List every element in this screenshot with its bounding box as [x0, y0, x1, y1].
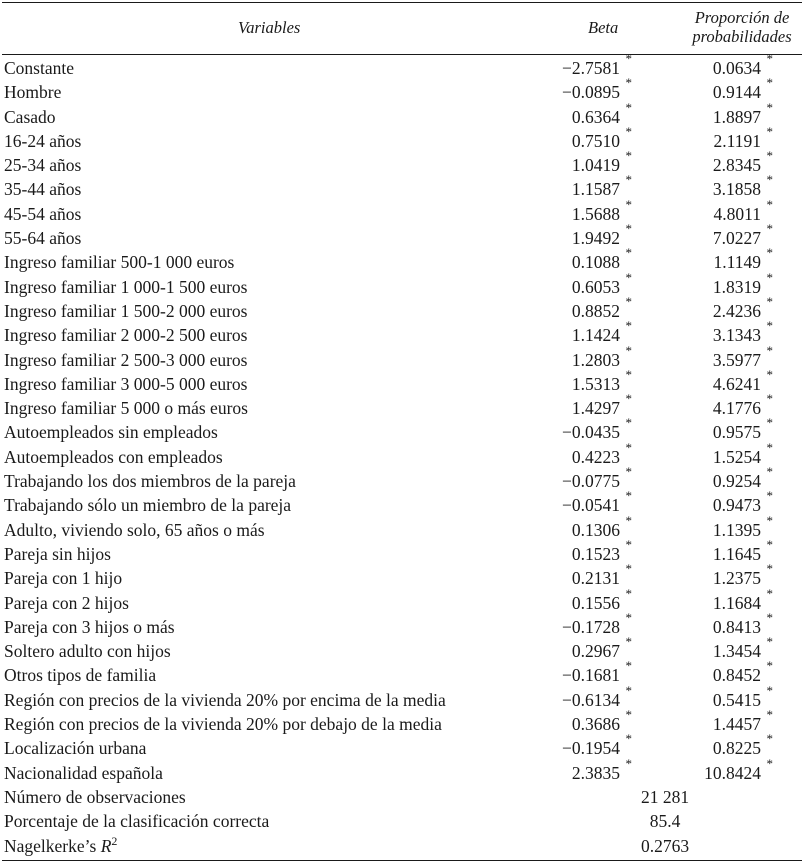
odds-value: 0.8452: [712, 665, 761, 686]
beta-cell: [552, 391, 632, 420]
significance-mark: *: [625, 634, 632, 650]
odds-cell: [686, 755, 773, 785]
odds-cell: [686, 634, 773, 663]
header-rule: [2, 54, 802, 55]
significance-mark: *: [766, 609, 773, 625]
odds-value: 3.1343: [712, 325, 761, 346]
significance-mark: *: [766, 148, 773, 164]
significance-mark: *: [766, 634, 773, 650]
beta-value: 1.9492: [571, 228, 620, 249]
significance-mark: *: [766, 269, 773, 285]
beta-cell: [552, 293, 632, 323]
odds-cell: [686, 172, 773, 201]
variable-label: Trabajando los dos miembros de la pareja: [4, 471, 296, 492]
odds-value: 1.2375: [712, 568, 761, 589]
odds-cell: [686, 269, 773, 299]
odds-cell: [686, 245, 773, 274]
odds-cell: [686, 123, 773, 153]
beta-value: 0.1556: [571, 592, 620, 613]
table-row: [0, 439, 804, 469]
odds-value: 1.1149: [713, 252, 761, 273]
variable-label: 55-64 años: [4, 228, 82, 249]
beta-cell: [552, 464, 632, 493]
correct-classification-row: [0, 809, 804, 833]
odds-cell: [686, 585, 773, 615]
variable-label: Ingreso familiar 5 000 o más euros: [4, 398, 248, 419]
beta-value: −0.1954: [562, 738, 620, 759]
beta-value: 2.3835: [571, 762, 620, 783]
table-row: [0, 731, 804, 760]
beta-value: 0.3686: [571, 714, 620, 735]
beta-value: 1.1587: [571, 179, 620, 200]
variable-label: 25-34 años: [4, 155, 82, 176]
observations-row: [0, 785, 804, 809]
table-row: [0, 512, 804, 542]
significance-mark: *: [766, 755, 773, 771]
header-beta: Beta: [588, 18, 619, 37]
odds-value: 7.0227: [712, 228, 761, 249]
significance-mark: *: [766, 731, 773, 747]
beta-cell: [552, 609, 632, 639]
odds-value: 0.9144: [712, 82, 761, 103]
odds-cell: [686, 731, 773, 760]
significance-mark: *: [766, 682, 773, 698]
variable-label: Adulto, viviendo solo, 65 años o más: [4, 519, 265, 540]
significance-mark: *: [625, 342, 632, 358]
odds-cell: [686, 512, 773, 542]
beta-cell: [552, 221, 632, 250]
stat-value: 85.4: [649, 811, 681, 832]
stat-label: [4, 834, 117, 858]
table-top-rule: [2, 2, 802, 3]
variable-label: Pareja sin hijos: [4, 543, 111, 564]
significance-mark: *: [625, 561, 632, 577]
beta-cell: [552, 366, 632, 396]
odds-value: 1.8319: [712, 276, 761, 297]
table-row: [0, 464, 804, 493]
table-row: [0, 51, 804, 80]
beta-cell: [552, 415, 632, 444]
odds-cell: [686, 536, 773, 566]
odds-cell: [686, 342, 773, 372]
odds-value: 3.5977: [712, 349, 761, 370]
header-odds-line2: probabilidades: [692, 27, 792, 46]
variable-label: Localización urbana: [4, 738, 147, 759]
odds-value: 0.9254: [712, 471, 761, 492]
significance-mark: *: [766, 51, 773, 66]
significance-mark: *: [625, 439, 632, 455]
nagelkerke-exponent: 2: [111, 833, 118, 848]
beta-value: 1.1424: [571, 325, 620, 346]
odds-cell: [686, 658, 773, 687]
variable-label: Constante: [4, 58, 74, 78]
beta-value: 1.5688: [571, 203, 620, 224]
odds-value: 4.6241: [712, 373, 761, 394]
odds-value: 0.0634: [712, 58, 761, 78]
odds-cell: [686, 561, 773, 590]
significance-mark: *: [766, 707, 773, 723]
significance-mark: *: [625, 75, 632, 91]
significance-mark: *: [625, 51, 632, 66]
significance-mark: *: [766, 585, 773, 601]
significance-mark: *: [766, 293, 773, 309]
beta-cell: [552, 512, 632, 542]
significance-mark: *: [766, 536, 773, 552]
beta-value: 0.1523: [571, 543, 620, 564]
stat-label: Porcentaje de la clasificación correcta: [4, 811, 270, 832]
beta-cell: [552, 172, 632, 201]
significance-mark: *: [766, 561, 773, 577]
beta-value: 0.6364: [571, 106, 620, 127]
beta-cell: [552, 269, 632, 299]
beta-value: 0.1088: [571, 252, 620, 273]
table-row: [0, 634, 804, 663]
significance-mark: *: [625, 148, 632, 164]
table-row: [0, 99, 804, 129]
odds-value: 10.8424: [704, 762, 761, 783]
variable-label: Pareja con 1 hijo: [4, 568, 123, 589]
significance-mark: *: [625, 755, 632, 771]
beta-value: 1.2803: [571, 349, 620, 370]
significance-mark: *: [625, 731, 632, 747]
significance-mark: *: [625, 245, 632, 261]
odds-cell: [686, 196, 773, 226]
significance-mark: *: [625, 196, 632, 212]
table-row: [0, 682, 804, 712]
beta-value: 1.5313: [571, 373, 620, 394]
table-row: [0, 221, 804, 250]
odds-value: 3.1858: [712, 179, 761, 200]
table-row: [0, 293, 804, 323]
odds-cell: [686, 488, 773, 517]
significance-mark: *: [766, 123, 773, 139]
odds-value: 0.8413: [712, 616, 761, 637]
table-row: [0, 561, 804, 590]
beta-value: 0.8852: [571, 300, 620, 321]
regression-table-body: [0, 51, 804, 858]
significance-mark: *: [766, 245, 773, 261]
variable-label: Otros tipos de familia: [4, 665, 157, 686]
odds-value: 1.1645: [712, 543, 761, 564]
variable-label: Autoempleados con empleados: [4, 446, 223, 467]
significance-mark: *: [625, 512, 632, 528]
beta-value: −0.1728: [562, 616, 620, 637]
stat-value: 0.2763: [640, 835, 690, 856]
beta-value: −0.0541: [562, 495, 620, 516]
odds-cell: [686, 439, 773, 469]
significance-mark: *: [766, 196, 773, 212]
beta-cell: [552, 342, 632, 372]
significance-mark: *: [625, 318, 632, 334]
beta-cell: [552, 245, 632, 274]
odds-cell: [686, 99, 773, 129]
significance-mark: *: [766, 75, 773, 91]
odds-cell: [686, 464, 773, 493]
variable-label: 16-24 años: [4, 130, 82, 151]
table-row: [0, 415, 804, 444]
beta-cell: [552, 682, 632, 712]
table-row: [0, 123, 804, 153]
odds-cell: [686, 682, 773, 712]
beta-value: −0.0895: [562, 82, 620, 103]
odds-value: 2.4236: [712, 300, 761, 321]
significance-mark: *: [625, 269, 632, 285]
beta-cell: [552, 488, 632, 517]
beta-cell: [552, 658, 632, 687]
header-variables: Variables: [238, 18, 301, 37]
significance-mark: *: [625, 123, 632, 139]
variable-label: Ingreso familiar 2 000-2 500 euros: [4, 325, 248, 346]
nagelkerke-prefix: Nagelkerke’s: [4, 835, 101, 856]
beta-value: 0.2131: [571, 568, 620, 589]
significance-mark: *: [625, 415, 632, 431]
significance-mark: *: [766, 99, 773, 115]
significance-mark: *: [766, 318, 773, 334]
significance-mark: *: [625, 464, 632, 480]
significance-mark: *: [625, 609, 632, 625]
variable-label: Ingreso familiar 3 000-5 000 euros: [4, 373, 248, 394]
beta-cell: [552, 99, 632, 129]
odds-value: 4.1776: [712, 398, 761, 419]
beta-value: −0.0435: [562, 422, 620, 443]
significance-mark: *: [766, 221, 773, 237]
header-odds-ratio: [680, 8, 804, 46]
beta-value: −0.6134: [562, 689, 620, 710]
significance-mark: *: [766, 488, 773, 504]
table-row: [0, 585, 804, 615]
beta-value: −0.0775: [562, 471, 620, 492]
odds-value: 1.8897: [712, 106, 761, 127]
odds-cell: [686, 75, 773, 104]
beta-value: 0.6053: [571, 276, 620, 297]
variable-label: Región con precios de la vivienda 20% por debajo de la media: [4, 714, 442, 735]
variable-label: Soltero adulto con hijos: [4, 641, 171, 662]
odds-value: 1.3454: [712, 641, 761, 662]
nagelkerke-row: [0, 834, 804, 858]
odds-value: 0.5415: [712, 689, 761, 710]
odds-value: 1.1395: [712, 519, 761, 540]
significance-mark: *: [625, 488, 632, 504]
beta-value: 0.4223: [571, 446, 620, 467]
odds-cell: [686, 366, 773, 396]
variable-label: Ingreso familiar 1 000-1 500 euros: [4, 276, 248, 297]
beta-value: 0.1306: [571, 519, 620, 540]
beta-cell: [552, 51, 632, 80]
beta-cell: [552, 585, 632, 615]
table-row: [0, 366, 804, 396]
variable-label: Trabajando sólo un miembro de la pareja: [4, 495, 292, 516]
odds-cell: [686, 318, 773, 347]
beta-value: −0.1681: [562, 665, 620, 686]
odds-value: 1.4457: [712, 714, 761, 735]
beta-cell: [552, 318, 632, 347]
odds-cell: [686, 415, 773, 444]
significance-mark: *: [766, 342, 773, 358]
significance-mark: *: [625, 99, 632, 115]
table-row: [0, 75, 804, 104]
significance-mark: *: [625, 682, 632, 698]
odds-value: 0.9473: [712, 495, 761, 516]
odds-cell: [686, 609, 773, 639]
odds-value: 1.1684: [712, 592, 761, 613]
beta-value: 1.0419: [571, 155, 620, 176]
table-row: [0, 269, 804, 299]
table-row: [0, 658, 804, 687]
variable-label: 35-44 años: [4, 179, 82, 200]
odds-cell: [686, 51, 773, 80]
significance-mark: *: [625, 293, 632, 309]
significance-mark: *: [766, 172, 773, 188]
variable-label: Ingreso familiar 2 500-3 000 euros: [4, 349, 248, 370]
odds-value: 1.5254: [712, 446, 761, 467]
significance-mark: *: [766, 658, 773, 674]
variable-label: Hombre: [4, 82, 62, 103]
beta-cell: [552, 561, 632, 590]
beta-cell: [552, 148, 632, 177]
variable-label: Ingreso familiar 1 500-2 000 euros: [4, 300, 248, 321]
table-row: [0, 172, 804, 201]
beta-cell: [552, 75, 632, 104]
beta-cell: [552, 123, 632, 153]
odds-cell: [686, 707, 773, 736]
odds-value: 0.8225: [712, 738, 761, 759]
header-odds-line1: Proporción de: [694, 8, 790, 27]
beta-cell: [552, 731, 632, 760]
beta-cell: [552, 196, 632, 226]
table-row: [0, 707, 804, 736]
beta-cell: [552, 707, 632, 736]
odds-cell: [686, 391, 773, 420]
significance-mark: *: [625, 172, 632, 188]
odds-value: 2.8345: [712, 155, 761, 176]
beta-cell: [552, 634, 632, 663]
table-bottom-rule: [2, 860, 802, 861]
table-row: [0, 318, 804, 347]
variable-label: Casado: [4, 106, 56, 127]
significance-mark: *: [625, 536, 632, 552]
table-row: [0, 245, 804, 274]
variable-label: Región con precios de la vivienda 20% por encima de la media: [4, 689, 446, 710]
variable-label: Pareja con 3 hijos o más: [4, 616, 175, 637]
table-row: [0, 536, 804, 566]
table-row: [0, 391, 804, 420]
significance-mark: *: [625, 707, 632, 723]
significance-mark: *: [625, 585, 632, 601]
beta-value: −2.7581: [562, 58, 620, 78]
table-row: [0, 196, 804, 226]
beta-value: 0.2967: [571, 641, 620, 662]
significance-mark: *: [766, 415, 773, 431]
beta-value: 0.7510: [571, 130, 620, 151]
beta-cell: [552, 536, 632, 566]
beta-value: 1.4297: [571, 398, 620, 419]
significance-mark: *: [766, 512, 773, 528]
significance-mark: *: [766, 464, 773, 480]
variable-label: Autoempleados sin empleados: [4, 422, 218, 443]
significance-mark: *: [625, 391, 632, 407]
variable-label: Nacionalidad española: [4, 762, 163, 783]
significance-mark: *: [625, 366, 632, 382]
odds-cell: [686, 148, 773, 177]
table-row: [0, 755, 804, 785]
significance-mark: *: [766, 439, 773, 455]
significance-mark: *: [625, 221, 632, 237]
table-row: [0, 609, 804, 639]
variable-label: Ingreso familiar 500-1 000 euros: [4, 252, 235, 273]
table-row: [0, 488, 804, 517]
table-row: [0, 148, 804, 177]
table-row: [0, 342, 804, 372]
odds-cell: [686, 221, 773, 250]
stat-label: Número de observaciones: [4, 786, 186, 807]
odds-cell: [686, 293, 773, 323]
odds-value: 0.9575: [712, 422, 761, 443]
beta-cell: [552, 439, 632, 469]
significance-mark: *: [625, 658, 632, 674]
nagelkerke-symbol: R: [100, 835, 112, 856]
beta-cell: [552, 755, 632, 785]
variable-label: 45-54 años: [4, 203, 82, 224]
significance-mark: *: [766, 366, 773, 382]
stat-value: 21 281: [640, 786, 690, 807]
significance-mark: *: [766, 391, 773, 407]
odds-value: 2.1191: [713, 130, 761, 151]
odds-value: 4.8011: [713, 203, 761, 224]
variable-label: Pareja con 2 hijos: [4, 592, 129, 613]
